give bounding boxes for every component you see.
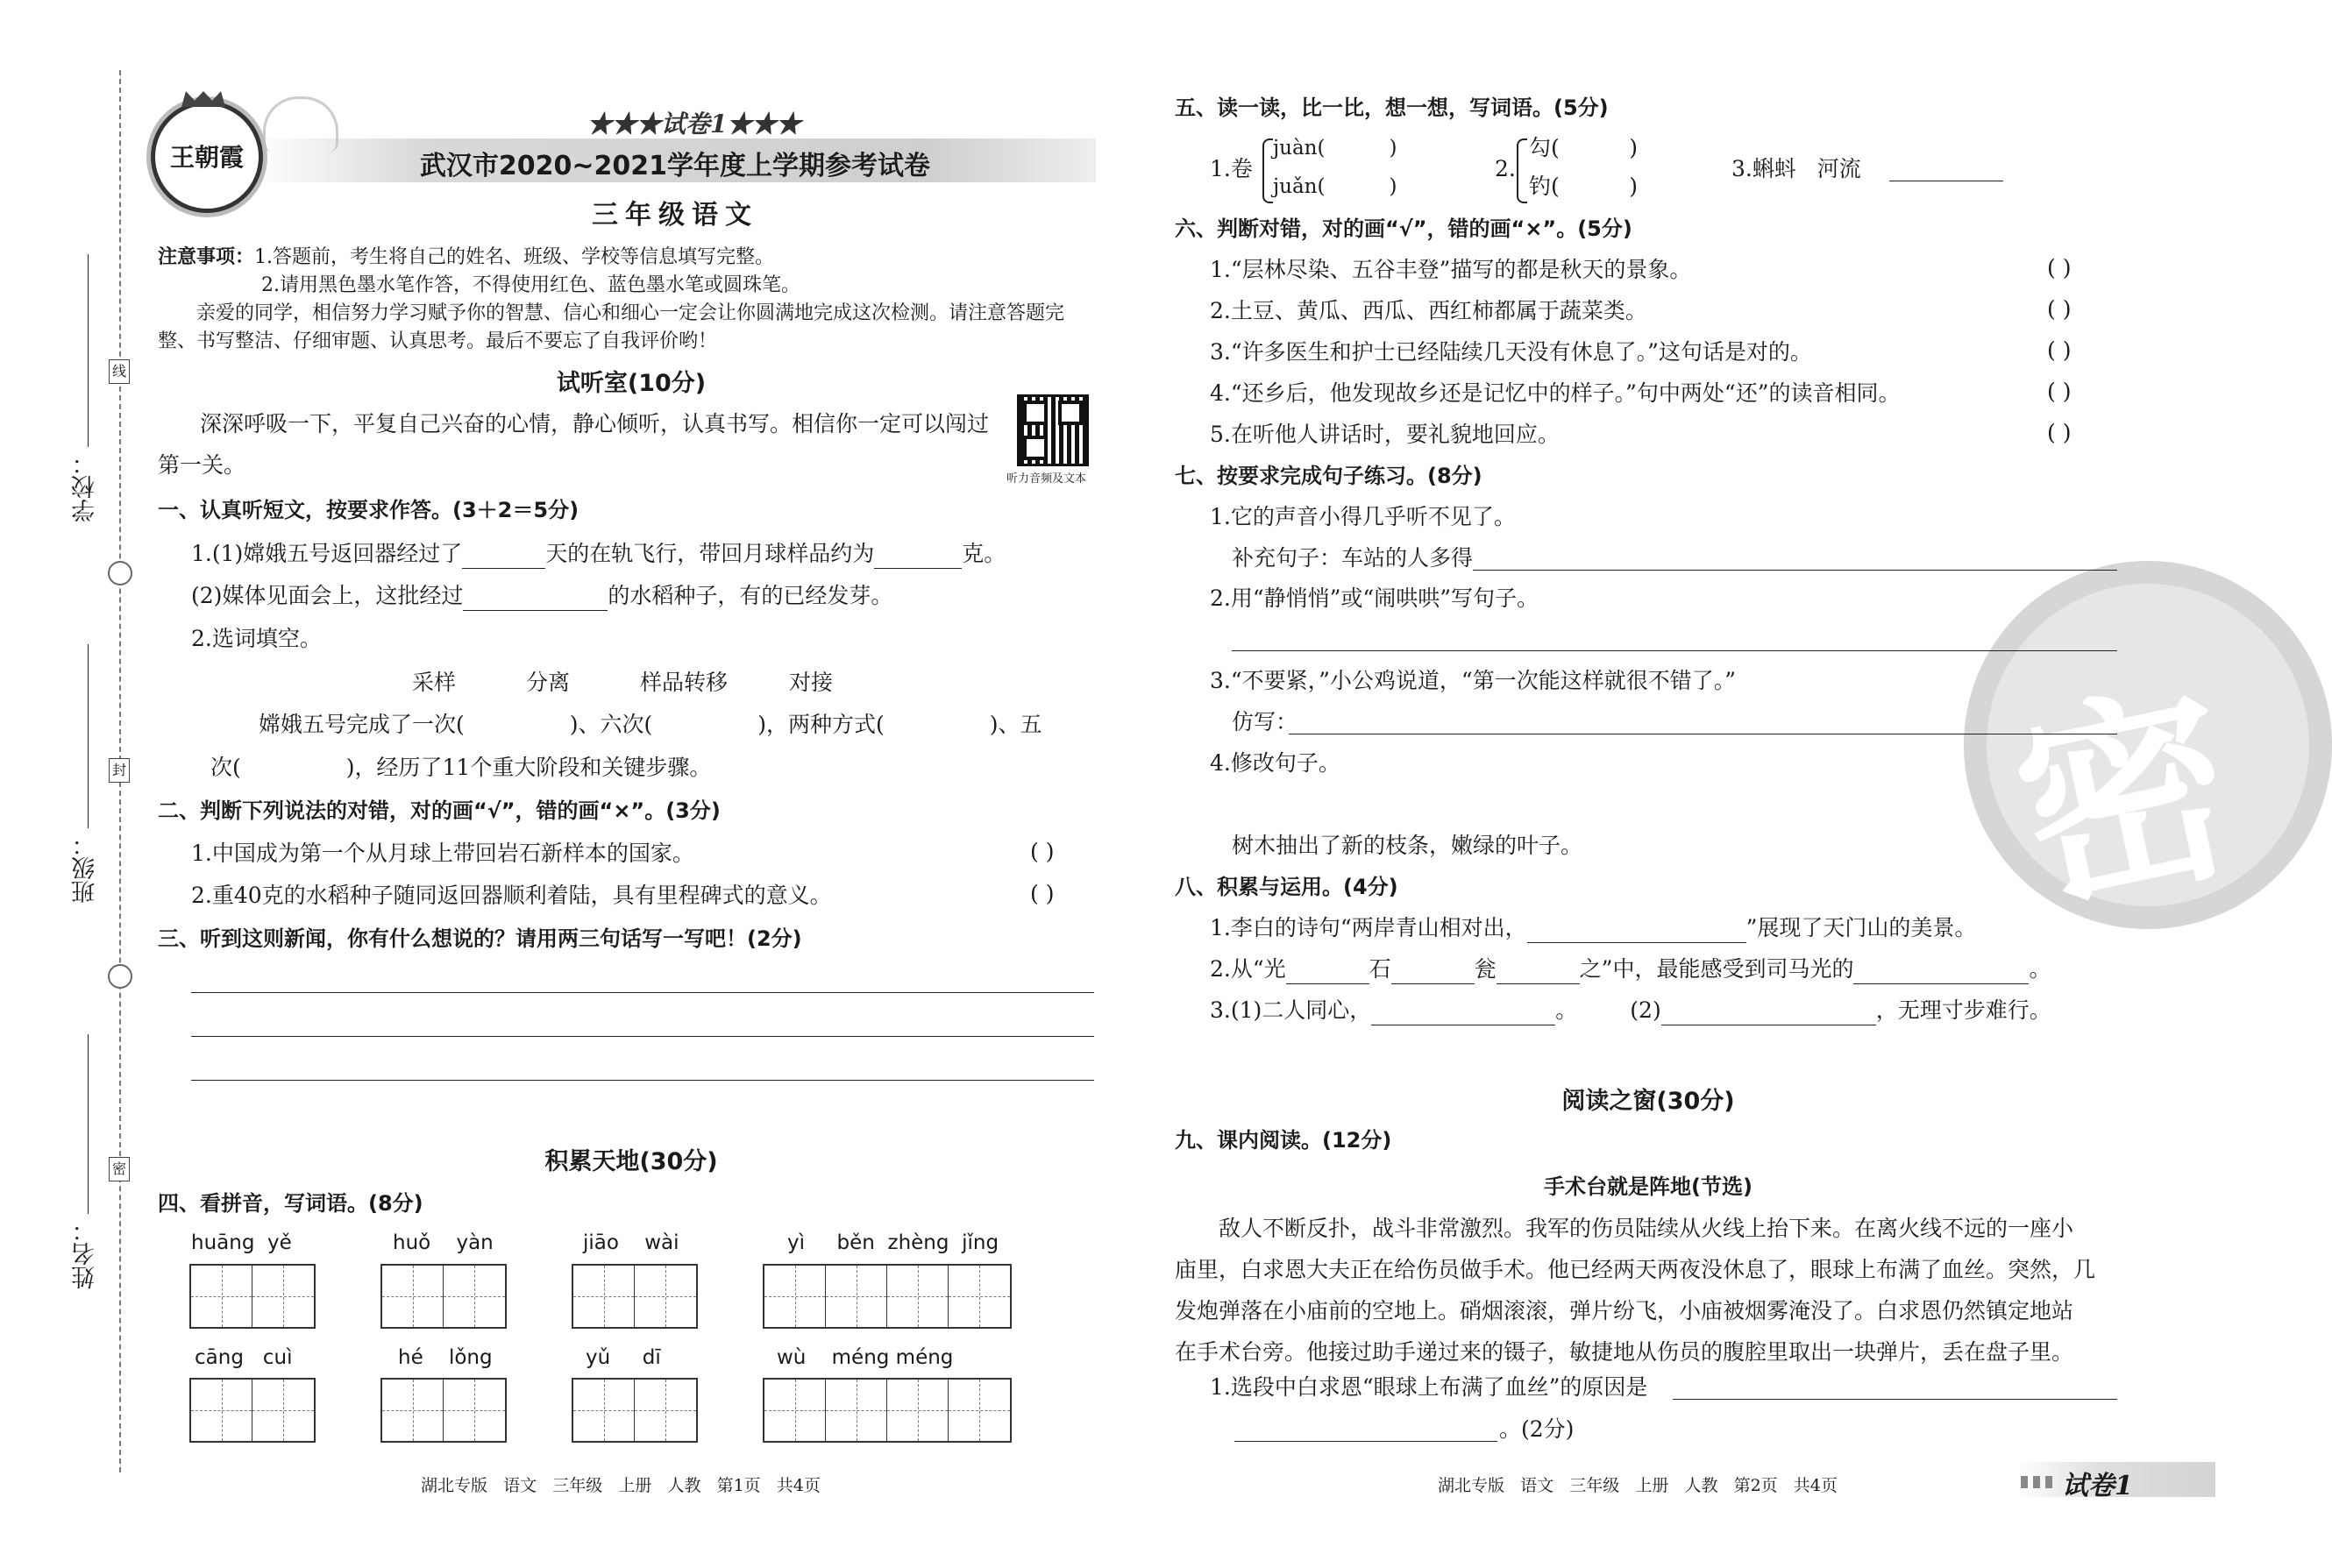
binding-hole-icon — [108, 561, 132, 585]
section-5-title: 五、读一读，比一比，想一想，写词语。(5分) — [1175, 96, 1609, 120]
paper-tag: 试卷1 — [2062, 1471, 2133, 1501]
pinyin-label: wù méng méng — [777, 1346, 954, 1369]
section-2-title: 二、判断下列说法的对错，对的画“√”，错的画“×”。(3分) — [158, 798, 721, 823]
name-label: 姓名： — [72, 1218, 99, 1289]
seal-watermark-icon — [1964, 561, 2332, 942]
s8-q3-blank[interactable] — [1371, 1000, 1555, 1025]
exam-title: 武汉市2020~2021学年度上学期参考试卷 — [419, 151, 931, 181]
s2-answer-paren-1[interactable]: ( ) — [1030, 839, 1055, 864]
s6-question: 5.在听他人讲话时，要礼貌地回应。 — [1210, 422, 1560, 447]
s6-question: 4.“还乡后，他发现故乡还是记忆中的样子。”句中两处“还”的读音相同。 — [1210, 380, 1901, 406]
listening-section-title: 试听室(10分) — [556, 370, 707, 397]
word-bank-item: 样品转移 — [640, 670, 729, 695]
passage-line: 庙里，白求恩大夫正在给伤员做手术。他已经两天两夜没休息了，眼球上布满了血丝。突然，几 — [1175, 1257, 2096, 1282]
q1-blank-process[interactable] — [463, 585, 608, 611]
char-grid[interactable] — [572, 1264, 698, 1329]
school-label: 学校： — [72, 451, 99, 522]
section-6-title: 六、判断对错，对的画“√”，错的画“×”。(5分) — [1175, 216, 1632, 241]
word-bank — [412, 668, 833, 698]
pinyin-label: huāng yě — [191, 1231, 292, 1254]
header-ribbon-icon — [263, 96, 338, 152]
class-label: 班级： — [72, 833, 99, 904]
char-grid[interactable] — [763, 1264, 1012, 1329]
footer-left: 湖北专版 语文 三年级 上册 人教 第1页 共4页 — [421, 1476, 821, 1495]
section-8-title: 八、积累与运用。(4分) — [1175, 875, 1398, 899]
section-4-title: 四、看拼音，写词语。(8分) — [158, 1191, 423, 1216]
s6-question: 1.“层林尽染、五谷丰登”描写的都是秋天的景象。 — [1210, 257, 1692, 282]
accumulate-section-title: 积累天地(30分) — [544, 1148, 718, 1175]
s3-answer-line-3[interactable] — [191, 1080, 1094, 1081]
listening-intro-line2: 第一关。 — [158, 452, 246, 478]
s5-item-3: 3.蝌蚪 河流 — [1731, 156, 1861, 181]
pinyin-label: yì běn zhèng jǐng — [787, 1231, 999, 1254]
s7-q3: 3.“不要紧，”小公鸡说道，“第一次能这样就很不错了。” — [1210, 668, 1736, 693]
section-1-title: 一、认真听短文，按要求作答。(3＋2＝5分) — [158, 498, 579, 522]
notes-line2: 2.请用黑色墨水笔作答，不得使用红色、蓝色墨水笔或圆珠笔。 — [261, 274, 800, 296]
school-underline[interactable] — [88, 254, 89, 447]
section-9-title: 九、课内阅读。(12分) — [1175, 1128, 1392, 1153]
binding-mark-secret: 密 — [109, 1157, 130, 1181]
passage-title: 手术台就是阵地(节选) — [1544, 1174, 1753, 1199]
pinyin-label: cāng cuì — [195, 1346, 293, 1369]
passage-body — [1175, 1208, 2095, 1373]
s5-item-2-diao[interactable]: 钓( ) — [1529, 174, 1638, 199]
s6-question: 3.“许多医生和护士已经陆续几天没有休息了。”这句话是对的。 — [1210, 339, 1812, 365]
char-grid[interactable] — [763, 1378, 1012, 1443]
pinyin-label: jiāo wài — [583, 1231, 679, 1254]
s8-q1: 1.李白的诗句“两岸青山相对出， ”展现了天门山的美景。 — [1210, 913, 1976, 943]
passage-line: 发炮弹落在小庙前的空地上。硝烟滚滚，弹片纷飞，小庙被烟雾淹没了。白求恩仍然镇定地站 — [1175, 1298, 2074, 1323]
s5-item-1-juan4[interactable]: juàn( ) — [1273, 137, 1397, 160]
section-7-title: 七、按要求完成句子练习。(8分) — [1175, 464, 1482, 488]
s8-q3: 3.(1)二人同心， 。 (2) ，无理寸步难行。 — [1210, 996, 2051, 1025]
s9-q1-score: 。(2分) — [1499, 1416, 1575, 1442]
s8-q2-blank[interactable] — [1497, 959, 1580, 984]
qr-caption: 听力音频及文本 — [1006, 472, 1087, 486]
footer-right: 湖北专版 语文 三年级 上册 人教 第2页 共4页 — [1438, 1476, 1838, 1495]
s7-q3-imitate: 仿写： — [1232, 709, 1298, 734]
s5-item-2-label: 2. — [1495, 156, 1516, 181]
char-grid[interactable] — [189, 1264, 316, 1329]
paper-tag-squares-icon — [2021, 1476, 2056, 1488]
s8-q2-blank[interactable] — [1391, 959, 1475, 984]
q1-part1: 1.(1)嫦娥五号返回器经过了 天的在轨飞行，带回月球样品约为 克。 — [191, 539, 1006, 569]
reading-section-title: 阅读之窗(30分) — [1561, 1088, 1735, 1115]
s6-answer-paren[interactable]: ( ) — [2047, 296, 2072, 322]
fill-sentence-line1: 嫦娥五号完成了一次( )、六次( )，两种方式( )、五 — [259, 712, 1042, 737]
s8-q2: 2.从“光 石 瓮 之”中，最能感受到司马光的 。 — [1210, 954, 2051, 984]
q1-part2: (2)媒体见面会上，这批经过 的水稻种子，有的已经发芽。 — [191, 581, 892, 611]
char-grid[interactable] — [380, 1378, 507, 1443]
s2-question-1: 1.中国成为第一个从月球上带回岩石新样本的国家。 — [191, 841, 694, 866]
s3-answer-line-2[interactable] — [191, 1036, 1094, 1037]
s8-q3-blank[interactable] — [1661, 1000, 1876, 1025]
s2-answer-paren-2[interactable]: ( ) — [1030, 881, 1055, 906]
seal-watermark-text: 密 — [1996, 657, 2254, 942]
notes-block — [158, 244, 1064, 356]
word-bank-item: 对接 — [789, 670, 834, 695]
s9-q1-answer-line-2[interactable] — [1234, 1441, 1497, 1442]
s5-item-1-juan3[interactable]: juǎn( ) — [1273, 175, 1397, 198]
s7-q1-answer-line[interactable] — [1473, 570, 2117, 571]
listening-intro-line1: 深深呼吸一下，平复自己兴奋的心情，静心倾听，认真书写。相信你一定可以闯过 — [200, 411, 990, 436]
s7-q2-answer-line[interactable] — [1232, 650, 2117, 651]
s8-q1-blank[interactable] — [1527, 918, 1746, 943]
s8-q2-blank[interactable] — [1286, 959, 1369, 984]
pinyin-label: huǒ yàn — [393, 1231, 494, 1254]
s7-q1: 1.它的声音小得几乎听不见了。 — [1210, 504, 1516, 529]
s6-answer-paren[interactable]: ( ) — [2047, 420, 2072, 445]
brand-logo — [151, 101, 263, 213]
char-grid[interactable] — [572, 1378, 698, 1443]
s5-item-2-brace — [1517, 138, 1527, 203]
s7-q2: 2.用“静悄悄”或“闹哄哄”写句子。 — [1210, 585, 1539, 611]
notes-line1: 1.答题前，考生将自己的姓名、班级、学校等信息填写完整。 — [254, 246, 775, 268]
s7-q4: 4.修改句子。 — [1210, 750, 1340, 776]
binding-mark-seal: 封 — [109, 758, 130, 783]
s2-question-2: 2.重40克的水稻种子随同返回器顺利着陆，具有里程碑式的意义。 — [191, 883, 832, 908]
s6-question: 2.土豆、黄瓜、西瓜、西红柿都属于蔬菜类。 — [1210, 298, 1647, 323]
brand-logo-crown-icon — [181, 91, 225, 107]
brand-name: 王朝霞 — [169, 143, 244, 172]
pinyin-label: hé lǒng — [398, 1346, 493, 1369]
section-3-title: 三、听到这则新闻，你有什么想说的？请用两三句话写一写吧！(2分) — [158, 926, 802, 951]
class-underline[interactable] — [88, 644, 89, 828]
passage-line: 在手术台旁。他接过助手递过来的镊子，敏捷地从伤员的腹腔里取出一块弹片，丢在盘子里。 — [1175, 1339, 2074, 1365]
notes-intro2: 整、书写整洁、仔细审题、认真思考。最后不要忘了自我评价哟！ — [158, 330, 718, 352]
binding-hole-icon — [108, 964, 132, 989]
pinyin-label: yǔ dī — [586, 1346, 661, 1369]
s6-answer-paren[interactable]: ( ) — [2047, 255, 2072, 280]
qr-code-icon[interactable] — [1017, 394, 1089, 466]
s6-answer-paren[interactable]: ( ) — [2047, 379, 2072, 404]
q2-label: 2.选词填空。 — [191, 626, 322, 651]
char-grid[interactable] — [189, 1378, 316, 1443]
s9-q1: 1.选段中白求恩“眼球上布满了血丝”的原因是 — [1210, 1374, 1648, 1400]
binding-mark-line: 线 — [109, 359, 130, 384]
s3-answer-line-1[interactable] — [191, 992, 1094, 993]
s5-item-1-char: 1.卷 — [1210, 156, 1253, 181]
s6-answer-paren[interactable]: ( ) — [2047, 337, 2072, 363]
q1-blank-grams[interactable] — [874, 543, 962, 569]
s7-q1-complete: 补充句子：车站的人多得 — [1232, 545, 1474, 571]
char-grid[interactable] — [380, 1264, 507, 1329]
word-bank-item: 采样 — [412, 670, 457, 695]
name-underline[interactable] — [88, 1034, 89, 1214]
word-bank-item: 分离 — [526, 670, 571, 695]
q1-blank-days[interactable] — [462, 543, 545, 569]
s7-q4-sentence: 树木抽出了新的枝条，嫩绿的叶子。 — [1232, 833, 1583, 858]
notes-intro1: 亲爱的同学，相信努力学习赋予你的智慧、信心和细心一定会让你圆满地完成这次检测。请注意答题完 — [196, 302, 1065, 324]
passage-line: 敌人不断反扑，战斗非常激烈。我军的伤员陆续从火线上抬下来。在离火线不远的一座小 — [1219, 1216, 2074, 1241]
exam-subtitle: 三年级语文 — [592, 200, 758, 231]
s9-q1-answer-line-1[interactable] — [1673, 1399, 2117, 1400]
paper-number-label: ★★★试卷1★★★ — [587, 110, 801, 138]
notes-label: 注意事项： — [158, 246, 255, 268]
s5-item-1-brace — [1262, 138, 1273, 203]
fill-sentence-line2: 次( )，经历了11个重大阶段和关键步骤。 — [210, 755, 712, 780]
s8-q2-blank[interactable] — [1853, 959, 2029, 984]
s5-item-2-gou[interactable]: 勾( ) — [1529, 135, 1638, 160]
